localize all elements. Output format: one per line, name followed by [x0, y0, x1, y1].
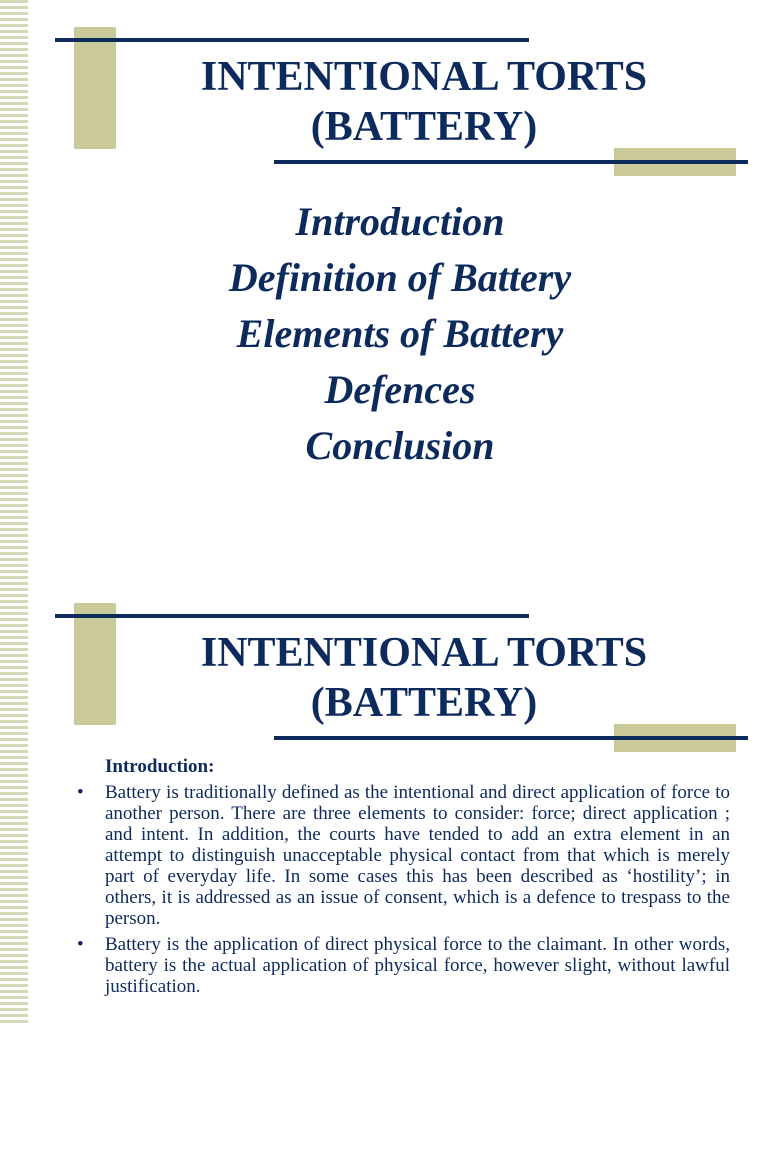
title-rule-top	[55, 614, 529, 618]
title-rule-bottom	[274, 160, 748, 164]
agenda-item-conclusion: Conclusion	[305, 423, 495, 468]
slide-title-line-2: (BATTERY)	[310, 104, 538, 150]
title-rule-top	[55, 38, 529, 42]
bullet-list	[74, 782, 730, 997]
bullet-marker: •	[77, 782, 84, 803]
slide-title	[100, 628, 748, 728]
slide-title	[100, 52, 748, 152]
agenda-item-elements: Elements of Battery	[236, 311, 564, 356]
agenda-list	[150, 194, 650, 474]
slide-title-line-1: INTENTIONAL TORTS	[200, 630, 648, 676]
slide-title-line-1: INTENTIONAL TORTS	[200, 54, 648, 100]
agenda-item-defences: Defences	[324, 367, 476, 412]
bullet-item	[74, 782, 730, 929]
bullet-text: Battery is the application of direct physical force to the claimant. In other words, battery is the actual application of physical force, however slight, without lawful justification.	[105, 934, 730, 997]
agenda-item-introduction: Introduction	[295, 199, 505, 244]
title-rule-bottom	[274, 736, 748, 740]
bullet-item	[74, 934, 730, 997]
section-heading: Introduction:	[105, 756, 215, 777]
bullet-marker: •	[77, 934, 84, 955]
slide-title-line-2: (BATTERY)	[310, 680, 538, 726]
slide-body	[74, 756, 730, 1002]
slide-2	[0, 576, 768, 1152]
bullet-text: Battery is traditionally defined as the intentional and direct application of force to another person. There are three elements to consider: force; direct application ; and intent. In addition, the courts have tended to add an extra element in an attempt to distinguish unacceptable physical contact from that which is merely part of everyday life. In some cases this has been described as ‘hostility’; in others, it is addressed as an issue of consent, which is a defence to trespass to the person.	[105, 782, 730, 929]
agenda-item-definition: Definition of Battery	[228, 255, 572, 300]
